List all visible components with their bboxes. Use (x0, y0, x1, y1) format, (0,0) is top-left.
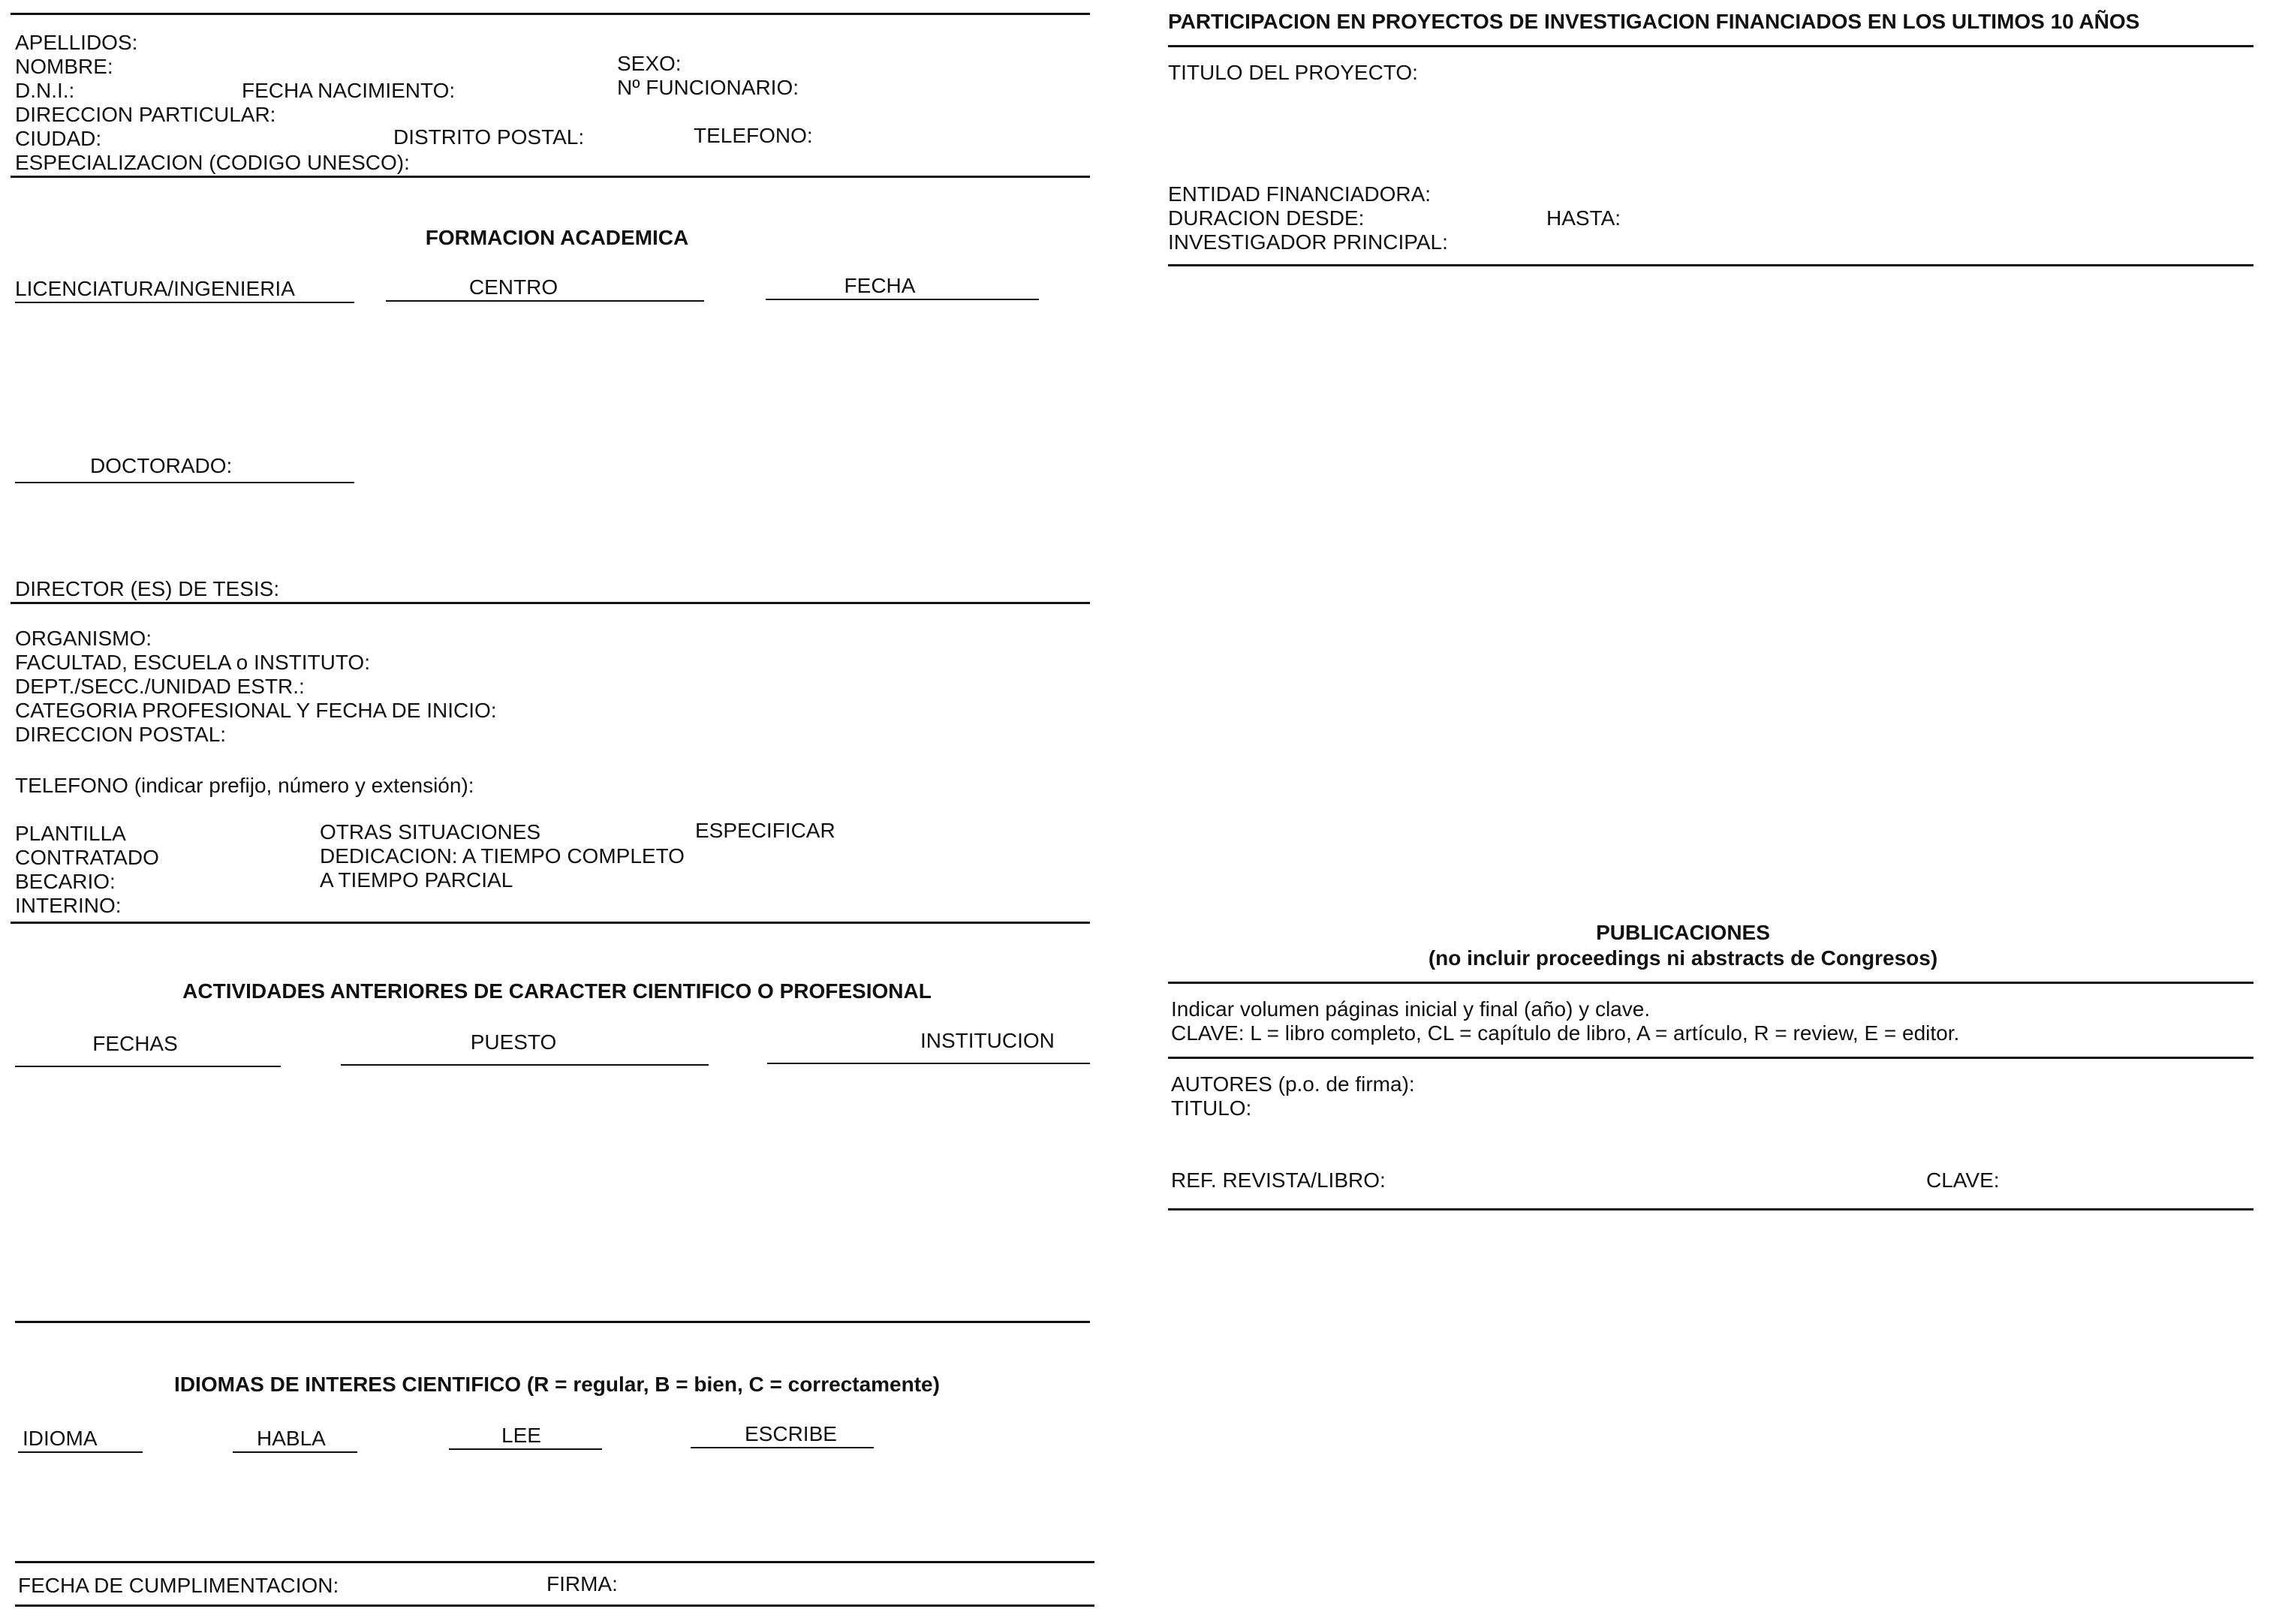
col-fecha: FECHA (844, 274, 916, 297)
col-fechas: FECHAS (92, 1032, 178, 1055)
section-title-actividades: ACTIVIDADES ANTERIORES DE CARACTER CIENTIFICO O PROFESIONAL (182, 979, 932, 1003)
rule-personal-end (11, 176, 1090, 178)
label-dedicacion: DEDICACION: A TIEMPO COMPLETO (320, 844, 685, 868)
label-apellidos: APELLIDOS: (15, 31, 138, 54)
label-direccion-particular: DIRECCION PARTICULAR: (15, 103, 276, 126)
col-idioma: IDIOMA (23, 1427, 98, 1450)
label-funcionario: Nº FUNCIONARIO: (617, 76, 799, 99)
label-director-tesis: DIRECTOR (ES) DE TESIS: (15, 577, 280, 600)
label-autores: AUTORES (p.o. de firma): (1171, 1072, 1415, 1096)
label-categoria: CATEGORIA PROFESIONAL Y FECHA DE INICIO: (15, 699, 497, 722)
label-fecha-cumplimentacion: FECHA DE CUMPLIMENTACION: (18, 1574, 339, 1597)
label-especificar: ESPECIFICAR (695, 819, 835, 842)
rule-lee (449, 1448, 602, 1450)
rule-publicaciones-title (1168, 982, 2253, 984)
label-especializacion: ESPECIALIZACION (CODIGO UNESCO): (15, 151, 410, 174)
label-distrito-postal: DISTRITO POSTAL: (393, 125, 585, 149)
col-institucion: INSTITUCION (920, 1029, 1055, 1052)
label-otras-situaciones: OTRAS SITUACIONES (320, 820, 541, 844)
rule-doctorado (15, 482, 354, 483)
rule-publicaciones-end (1168, 1208, 2253, 1210)
col-centro: CENTRO (468, 275, 558, 299)
label-dept: DEPT./SECC./UNIDAD ESTR.: (15, 675, 305, 698)
rule-habla (233, 1451, 357, 1453)
rule-puesto (341, 1064, 709, 1066)
rule-actividades-end (15, 1321, 1090, 1323)
label-interino: INTERINO: (15, 894, 122, 917)
rule-situacion-end (11, 922, 1090, 924)
rule-licenciatura (15, 302, 354, 303)
label-contratado: CONTRATADO (15, 846, 159, 869)
label-facultad: FACULTAD, ESCUELA o INSTITUTO: (15, 651, 370, 674)
section-title-publicaciones: PUBLICACIONES (1596, 921, 1770, 944)
col-escribe: ESCRIBE (745, 1422, 837, 1445)
label-hasta: HASTA: (1546, 206, 1621, 230)
label-entidad-financiadora: ENTIDAD FINANCIADORA: (1168, 182, 1432, 206)
label-telefono: TELEFONO: (694, 124, 813, 147)
label-doctorado: DOCTORADO: (90, 454, 233, 477)
col-habla: HABLA (257, 1427, 326, 1450)
label-duracion-desde: DURACION DESDE: (1168, 206, 1365, 230)
label-direccion-postal: DIRECCION POSTAL: (15, 723, 227, 746)
label-dni: D.N.I.: (15, 79, 75, 102)
rule-idiomas-end (15, 1561, 1094, 1563)
col-puesto: PUESTO (470, 1030, 557, 1054)
rule-fechas (15, 1066, 281, 1067)
label-clave: CLAVE: (1926, 1168, 2000, 1192)
label-firma: FIRMA: (546, 1572, 618, 1595)
label-telefono-detalle: TELEFONO (indicar prefijo, número y extensión): (15, 774, 474, 797)
rule-clave-leyenda (1168, 1057, 2253, 1059)
label-ref-revista: REF. REVISTA/LIBRO: (1171, 1168, 1386, 1192)
top-rule-left (11, 13, 1090, 15)
label-clave-leyenda: CLAVE: L = libro completo, CL = capítulo de libro, A = artículo, R = review, E = editor. (1171, 1021, 1960, 1045)
section-title-idiomas: IDIOMAS DE INTERES CIENTIFICO (R = regular, B = bien, C = correctamente) (174, 1373, 940, 1396)
section-subtitle-publicaciones: (no incluir proceedings ni abstracts de Congresos) (1428, 946, 1938, 970)
label-sexo: SEXO: (617, 52, 682, 75)
label-fecha-nacimiento: FECHA NACIMIENTO: (242, 79, 456, 102)
rule-director-end (11, 602, 1090, 604)
rule-proyectos-end (1168, 264, 2253, 266)
rule-idioma (18, 1451, 143, 1453)
rule-institucion (767, 1063, 1090, 1064)
rule-centro (386, 300, 704, 302)
section-title-proyectos: PARTICIPACION EN PROYECTOS DE INVESTIGACION FINANCIADOS EN LOS ULTIMOS 10 AÑOS (1168, 10, 2140, 33)
rule-proyectos-title (1168, 45, 2253, 47)
col-licenciatura: LICENCIATURA/INGENIERIA (15, 277, 295, 300)
col-lee: LEE (501, 1424, 541, 1447)
section-title-formacion: FORMACION ACADEMICA (425, 226, 689, 249)
label-investigador-principal: INVESTIGADOR PRINCIPAL: (1168, 230, 1448, 254)
label-titulo-publicacion: TITULO: (1171, 1096, 1252, 1120)
label-tiempo-parcial: A TIEMPO PARCIAL (320, 868, 513, 892)
label-nombre: NOMBRE: (15, 55, 113, 78)
label-plantilla: PLANTILLA (15, 822, 126, 845)
label-indicar-volumen: Indicar volumen páginas inicial y final (año) y clave. (1171, 997, 1651, 1021)
label-ciudad: CIUDAD: (15, 127, 102, 150)
rule-footer-end (15, 1604, 1094, 1607)
rule-fecha (766, 299, 1039, 300)
label-titulo-proyecto: TITULO DEL PROYECTO: (1168, 61, 1418, 84)
label-organismo: ORGANISMO: (15, 627, 152, 650)
rule-escribe (691, 1447, 874, 1448)
label-becario: BECARIO: (15, 870, 116, 893)
